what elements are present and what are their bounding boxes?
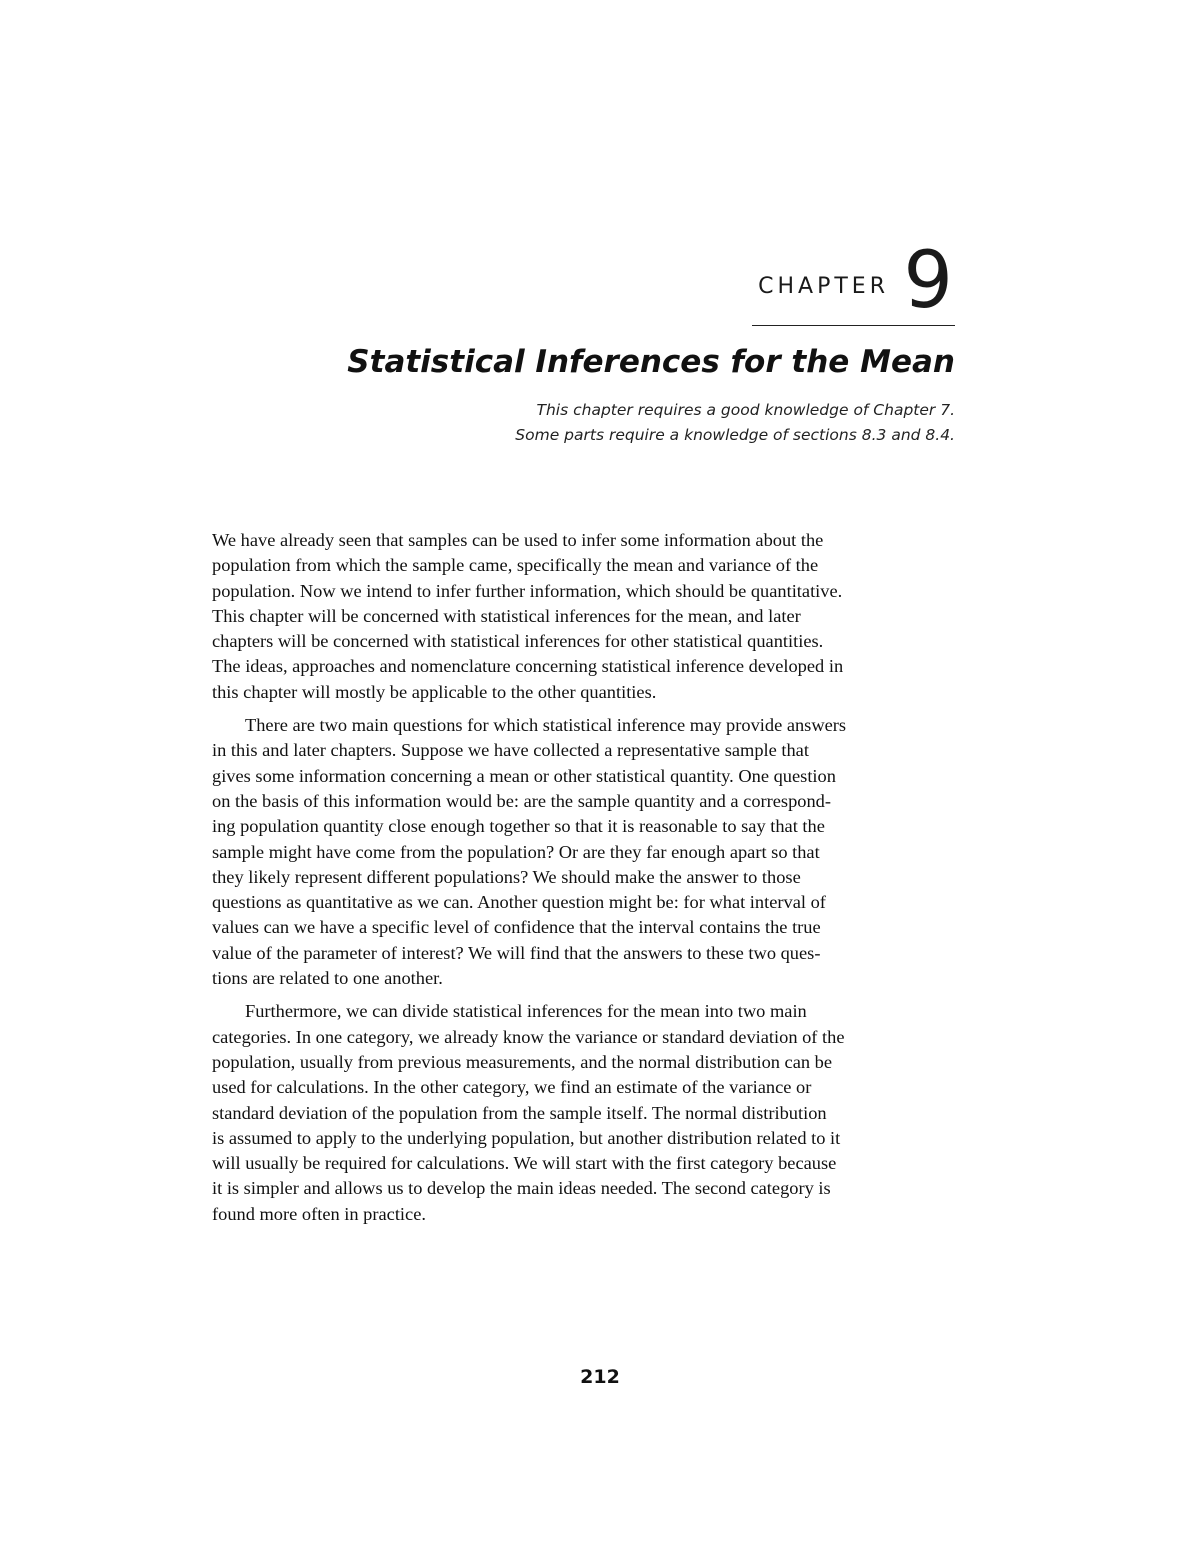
body-text [212, 528, 964, 1227]
text-line: value of the parameter of interest? We will find that the answers to these two ques- [212, 942, 821, 963]
text-line: this chapter will mostly be applicable to the other quantities. [212, 681, 657, 702]
chapter-number: 9 [903, 236, 953, 326]
text-line: they likely represent different populations? We should make the answer to those [212, 866, 801, 887]
text-line: population, usually from previous measurements, and the normal distribution can be [212, 1051, 833, 1072]
text-line: gives some information concerning a mean or other statistical quantity. One question [212, 765, 836, 786]
text-line: tions are related to one another. [212, 968, 443, 989]
text-line: ing population quantity close enough together so that it is reasonable to say that the [212, 816, 825, 837]
text-line: population from which the sample came, specifically the mean and variance of the [212, 555, 819, 576]
text-line: We have already seen that samples can be used to infer some information about the [212, 530, 824, 550]
paragraph-3 [212, 999, 964, 1227]
text-line: it is simpler and allows us to develop the main ideas needed. The second category is [212, 1178, 831, 1199]
chapter-heading [752, 236, 955, 326]
text-line: chapters will be concerned with statistical inferences for other statistical quantities. [212, 631, 824, 652]
text-line: in this and later chapters. Suppose we have collected a representative sample that [212, 740, 809, 761]
prerequisite-line: Some parts require a knowledge of sections 8.3 and 8.4. [515, 426, 955, 444]
text-line: population. Now we intend to infer further information, which should be quantitative. [212, 580, 843, 601]
text-line: categories. In one category, we already know the variance or standard deviation of the [212, 1026, 845, 1047]
text-line: There are two main questions for which statistical inference may provide answers [245, 715, 847, 736]
paragraph-1 [212, 528, 964, 705]
text-line: will usually be required for calculations. We will start with the first category because [212, 1153, 837, 1174]
text-line: questions as quantitative as we can. Another question might be: for what interval of [212, 892, 826, 913]
chapter-title: Statistical Inferences for the Mean [347, 344, 955, 380]
text-line: used for calculations. In the other category, we find an estimate of the variance or [212, 1077, 812, 1098]
page-number: 212 [580, 1366, 620, 1388]
chapter-prerequisites [515, 398, 955, 448]
text-line: found more often in practice. [212, 1203, 426, 1224]
text-line: Furthermore, we can divide statistical inferences for the mean into two main [245, 1001, 807, 1022]
text-line: The ideas, approaches and nomenclature concerning statistical inference developed in [212, 656, 844, 677]
prerequisite-line: This chapter requires a good knowledge of Chapter 7. [536, 401, 955, 419]
text-line: values can we have a specific level of confidence that the interval contains the true [212, 917, 821, 938]
text-line: standard deviation of the population from the sample itself. The normal distribution [212, 1102, 827, 1123]
text-line: on the basis of this information would be: are the sample quantity and a correspond- [212, 790, 831, 811]
text-line: is assumed to apply to the underlying population, but another distribution related to it [212, 1127, 841, 1148]
chapter-label: CHAPTER [758, 274, 889, 299]
text-line: This chapter will be concerned with statistical inferences for the mean, and later [212, 605, 801, 626]
text-line: sample might have come from the population? Or are they far enough apart so that [212, 841, 820, 862]
chapter-rule [752, 325, 955, 326]
paragraph-2 [212, 713, 964, 991]
